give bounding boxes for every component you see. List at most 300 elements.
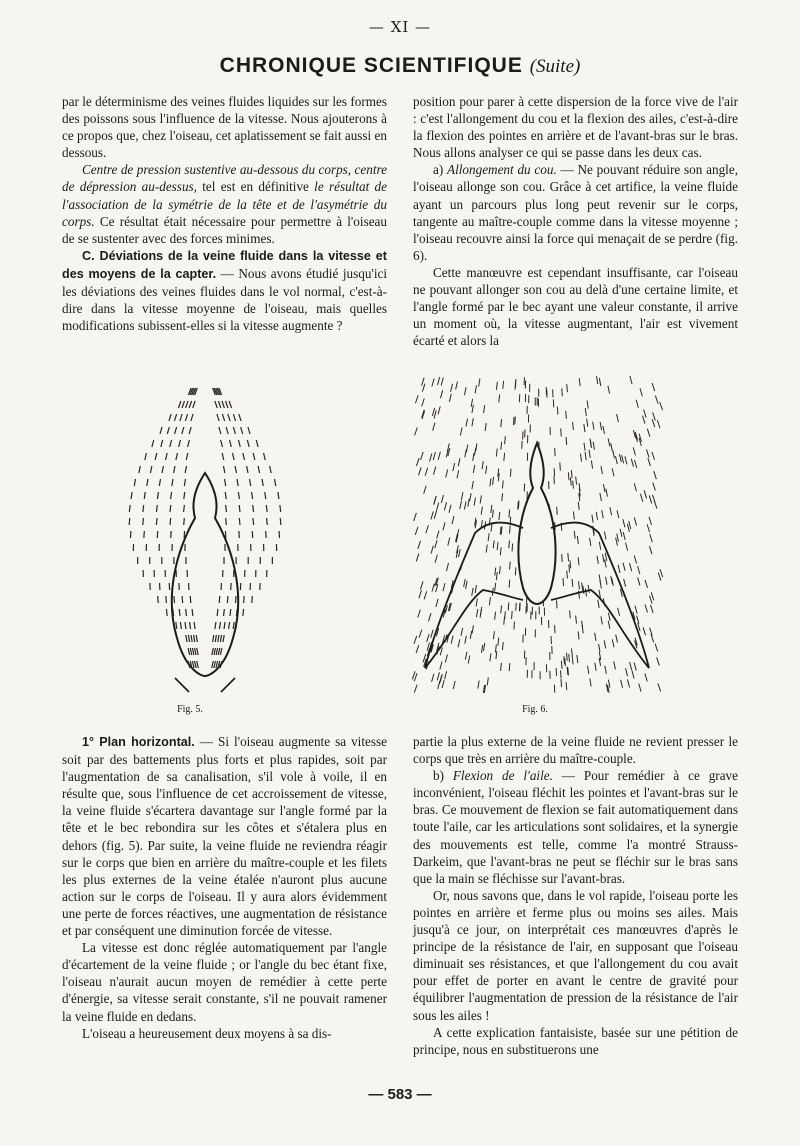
paragraph: partie la plus externe de la veine fluide ne revient presser le corps que très en arrière du maître-couple. [413, 734, 738, 767]
streamline-dash [562, 554, 563, 562]
paragraph: L'oiseau a heureusement deux moyens à sa dis- [82, 1025, 332, 1041]
streamline-dash [489, 597, 490, 605]
streamline-dash [436, 503, 438, 511]
streamline-dash [226, 427, 228, 434]
streamline-dash [466, 419, 468, 427]
streamline-dash [600, 493, 601, 501]
streamline-dash [583, 586, 584, 594]
streamline-dash [443, 522, 445, 530]
streamline-dash [573, 422, 574, 430]
streamline-dash [597, 556, 598, 564]
streamline-dash [591, 461, 592, 469]
streamline-dash [238, 492, 239, 499]
streamline-dash [629, 521, 631, 529]
streamline-dash [196, 635, 197, 642]
streamline-dash [505, 436, 506, 444]
streamline-dash [159, 479, 160, 486]
streamline-dash [496, 382, 497, 390]
streamline-dash [472, 481, 473, 489]
streamline-dash [606, 577, 608, 585]
streamline-dash [603, 484, 605, 492]
streamline-dash [172, 479, 173, 486]
streamline-dash [592, 515, 593, 523]
streamline-dash [604, 640, 606, 648]
paragraph: par le déterminisme des veines fluides liquides sur les formes des poissons sous l'influence de la vitesse. Nous ajouterons à ce propos que, chez l'oiseau, cet aplatissement se fait aussi en dessous. [62, 94, 387, 161]
streamline-dash [433, 452, 435, 460]
streamline-dash [588, 666, 589, 674]
streamline-dash [152, 440, 154, 447]
streamline-dash [188, 661, 190, 668]
streamline-dash [166, 609, 167, 616]
streamline-dash [502, 493, 503, 501]
figure-5-caption: Fig. 5. [177, 704, 203, 715]
streamline-dash [422, 384, 425, 392]
streamline-dash [426, 525, 428, 533]
streamline-dash [491, 505, 492, 513]
streamline-dash [451, 636, 453, 644]
streamline-dash [134, 479, 135, 486]
paragraph: A cette explication fantaisiste, basée sur une pétition de principe, nous en substituerons une [413, 1024, 738, 1057]
streamline-dash [616, 538, 618, 546]
streamline-dash [566, 411, 567, 419]
streamline-dash [184, 518, 185, 525]
streamline-dash [613, 450, 615, 458]
streamline-dash [431, 630, 433, 638]
streamline-dash [561, 670, 562, 678]
figure-5-drawing [115, 378, 295, 698]
streamline-dash [645, 605, 647, 613]
streamline-dash [577, 655, 578, 663]
streamline-dash [640, 494, 642, 502]
streamline-dash [625, 456, 627, 464]
streamline-dash [415, 427, 418, 435]
streamline-dash [440, 661, 442, 669]
streamline-dash [194, 635, 195, 642]
streamline-dash [567, 571, 568, 579]
streamline-dash [593, 422, 594, 430]
streamline-dash [161, 440, 163, 447]
streamline-dash [223, 635, 224, 642]
streamline-dash [654, 501, 657, 509]
streamline-dash [635, 460, 637, 468]
streamline-dash [568, 472, 569, 480]
streamline-dash [193, 401, 195, 408]
streamline-dash [573, 511, 574, 519]
streamline-dash [180, 414, 182, 421]
streamline-dash [185, 466, 186, 473]
streamline-dash [451, 384, 453, 392]
streamline-dash [416, 554, 419, 562]
streamline-dash [509, 580, 510, 588]
streamline-dash [267, 518, 268, 525]
streamline-dash [643, 416, 645, 424]
streamline-dash [414, 673, 417, 681]
streamline-dash [217, 609, 218, 616]
streamline-dash [561, 679, 562, 687]
streamline-dash [600, 422, 601, 430]
streamline-dash [587, 401, 588, 409]
streamline-dash [645, 673, 647, 681]
streamline-dash [437, 531, 439, 539]
streamline-dash [243, 609, 244, 616]
streamline-dash [608, 680, 610, 688]
streamline-dash [464, 579, 466, 587]
streamline-dash [162, 466, 163, 473]
streamline-dash [170, 505, 171, 512]
streamline-dash [571, 470, 572, 478]
streamline-dash [230, 440, 232, 447]
streamline-dash [627, 524, 629, 532]
paragraph: Or, nous savons que, dans le vol rapide, l'oiseau porte les pointes en arrière et ferme plus ou moins ses ailes. Mais jusqu'à ce jour, on interprétait ces manœuvres d'après le principe de la résistance de l'air, en supposant que l'oiseau diminuait ses résistances, et que l'allongement du cou avait pour effet de porter en avant le centre de gravité pour équilibrer l'augmentation de pression de la résistance de l'air sous les ailes ! [413, 887, 738, 1023]
streamline-dash [499, 566, 500, 574]
streamline-dash [604, 531, 606, 539]
streamline-dash [495, 612, 496, 620]
streamline-dash [630, 563, 632, 571]
streamline-dash [470, 631, 471, 639]
streamline-dash [222, 453, 224, 460]
streamline-dash [219, 427, 221, 434]
streamline-dash [652, 452, 655, 460]
streamline-dash [617, 534, 619, 542]
streamline-dash [496, 449, 497, 457]
streamline-dash [588, 585, 589, 593]
streamline-dash [438, 452, 440, 460]
streamline-dash [622, 455, 624, 463]
streamline-dash [599, 542, 600, 550]
streamline-dash [589, 450, 590, 458]
streamline-dash [414, 513, 417, 521]
streamline-dash [574, 531, 575, 539]
streamline-dash [617, 414, 619, 422]
streamline-dash [565, 658, 566, 666]
streamline-dash [419, 590, 422, 598]
streamline-dash [220, 648, 221, 655]
streamline-dash [129, 518, 130, 525]
streamline-dash [244, 596, 245, 603]
streamline-dash [633, 447, 635, 455]
streamline-dash [414, 636, 417, 644]
streamline-dash [476, 598, 477, 606]
streamline-dash [218, 635, 219, 642]
bird-body-outline [518, 443, 555, 604]
bottom-left-column [62, 733, 387, 1042]
streamline-dash [453, 463, 455, 471]
streamline-dash [184, 479, 185, 486]
streamline-dash [500, 547, 501, 555]
streamline-dash [441, 377, 443, 385]
streamline-dash [429, 613, 431, 621]
streamline-dash [640, 388, 642, 396]
streamline-dash [147, 479, 148, 486]
streamline-dash [433, 423, 435, 431]
streamline-dash [449, 505, 451, 513]
streamline-dash [579, 378, 580, 386]
streamline-dash [486, 466, 487, 474]
streamline-dash [174, 466, 175, 473]
streamline-dash [422, 378, 425, 386]
streamline-dash [595, 663, 596, 671]
streamline-dash [266, 505, 267, 512]
streamline-dash [429, 453, 431, 461]
streamline-dash [461, 492, 463, 500]
streamline-dash [492, 510, 493, 518]
streamline-dash [248, 427, 250, 434]
streamline-dash [605, 666, 607, 674]
streamline-dash [178, 401, 180, 408]
streamline-dash [476, 609, 477, 617]
paragraph: a) Allongement du cou. — Ne pouvant réduire son angle, l'oiseau allonge son cou. Grâce à cet artifice, la veine fluide ayant un parcours plus long peut revenir sur le corps, tangente au maître-couple comme dans la vitesse moyenne ; l'oiseau recouvre ainsi la force qui menaçait de se perdre (fig. 6). [413, 162, 738, 263]
streamline-dash [599, 644, 600, 652]
streamline-dash [570, 560, 571, 568]
streamline-dash [468, 499, 470, 507]
streamline-dash [582, 625, 583, 633]
streamline-dash [644, 409, 646, 417]
streamline-dash [578, 631, 579, 639]
streamline-dash [658, 683, 661, 691]
streamline-dash [561, 428, 562, 436]
streamline-dash [584, 443, 585, 451]
streamline-dash [216, 648, 217, 655]
streamline-dash [614, 661, 616, 669]
streamline-dash [472, 405, 473, 413]
streamline-dash [190, 648, 191, 655]
figure-6-drawing [405, 368, 670, 698]
streamline-dash [576, 477, 577, 485]
streamline-dash [567, 653, 568, 661]
streamline-dash [484, 643, 485, 651]
streamline-dash [608, 613, 610, 621]
streamline-dash [484, 405, 485, 413]
paragraph: C. Déviations de la veine fluide dans la vitesse et des moyens de la capter. — Nous avons étudié jusqu'ici les déviations des veines fluides dans le vol normal, c'est-à-dire dans la vitesse moyenne de l'oiseau, mais quelles modifications subissent-elles si la vitesse augmente ? [62, 248, 387, 334]
streamline-dash [158, 596, 159, 603]
streamline-dash [239, 414, 241, 421]
streamline-dash [216, 661, 218, 668]
streamline-dash [590, 439, 591, 447]
streamline-dash [596, 376, 597, 384]
streamline-dash [239, 518, 240, 525]
streamline-dash [446, 469, 448, 477]
streamline-dash [233, 427, 235, 434]
streamline-dash [468, 656, 470, 664]
streamline-dash [569, 564, 570, 572]
streamline-dash [626, 543, 628, 551]
streamline-dash [509, 663, 510, 671]
streamline-dash [464, 387, 466, 395]
streamline-dash [612, 468, 614, 476]
paragraph: b) Flexion de l'aile. — Pour remédier à ce grave inconvénient, l'oiseau fléchit les pointes et l'avant-bras sur le bras. Ce mouvement de flexion se fait automatiquement dans toute l'aile, car les articulations sont solidaires, et la synergie des mouvements est telle, comme l'a montré Strauss-Darkeim, que l'avant-bras ne peut se fléchir sur le bras sans que la main se fléchisse sur l'avant-bras. [413, 768, 738, 886]
streamline-dash [449, 394, 451, 402]
streamline-dash [278, 492, 279, 499]
streamline-dash [567, 384, 568, 392]
streamline-dash [431, 546, 433, 554]
streamline-dash [188, 635, 189, 642]
streamline-dash [458, 549, 460, 557]
streamline-dash [433, 467, 435, 475]
streamline-dash [226, 518, 227, 525]
streamline-dash [481, 507, 482, 515]
streamline-dash [186, 609, 187, 616]
streamline-dash [445, 671, 447, 679]
streamline-dash [184, 505, 185, 512]
streamline-dash [650, 534, 653, 542]
paragraph: position pour parer à cette dispersion de la force vive de l'air : c'est l'allongement du cou et la flexion des ailes, c'est-à-dire la flexion des pointes en arrière et de l'avant-bras sur le bras. Nous allons analyser ce qui se passe dans les deux cas. [413, 94, 738, 161]
streamline-dash [502, 480, 503, 488]
streamline-dash [470, 493, 471, 501]
streamline-dash [649, 517, 652, 525]
streamline-dash [570, 610, 571, 618]
streamline-dash [475, 585, 476, 593]
streamline-dash [645, 580, 647, 588]
streamline-dash [624, 579, 626, 587]
streamline-dash [646, 449, 648, 457]
paragraph: 1° Plan horizontal. — Si l'oiseau augmente sa vitesse soit par des battements plus forts et plus rapides, soit par l'augmentation de sa canalisation, s'il vole à voile, il en résulte que, sous l'influence de cet accroissement de vitesse, la veine fluide s'écartera davantage sur l'angle formé par la tête et le bec rebondira sur les côtes et s'étalera plus en dehors (fig. 5). Par suite, la veine fluide ne reviendra réagir sur le corps que bien en arrière du maître-couple et les filets les plus externes de la veine étalée n'auront plus aucune action sur le corps de l'oiseau. Il y aura alors évidemment une perte de forces réactives, une augmentation de résistance et par conséquent une diminution forcée de vitesse. [62, 734, 387, 939]
streamline-dash [651, 592, 654, 600]
streamline-dash [415, 395, 418, 403]
streamline-dash [610, 507, 612, 515]
streamline-dash [501, 442, 502, 450]
streamline-dash [460, 427, 462, 435]
streamline-dash [637, 616, 639, 624]
streamline-dash [224, 622, 225, 629]
streamline-dash [444, 502, 446, 510]
streamline-dash [566, 682, 567, 690]
streamline-dash [434, 497, 436, 505]
streamline-dash [253, 518, 254, 525]
streamline-dash [213, 635, 214, 642]
streamline-dash [253, 453, 255, 460]
streamline-dash [436, 599, 438, 607]
streamline-dash [568, 667, 569, 675]
streamline-dash [265, 492, 266, 499]
streamline-dash [212, 661, 214, 668]
streamline-dash [129, 505, 130, 512]
streamline-dash [598, 600, 599, 608]
streamline-dash [572, 579, 573, 587]
streamline-dash [212, 648, 213, 655]
streamline-dash [638, 566, 640, 574]
streamline-dash [432, 584, 434, 592]
streamline-dash [563, 578, 564, 586]
streamline-dash [599, 574, 600, 582]
streamline-dash [657, 657, 660, 665]
streamline-dash [560, 463, 561, 471]
paragraph: La vitesse est donc réglée automatiquement par l'angle d'écartement de la veine fluide ; or l'angle du bec étant fixe, l'oiseau n'aurait aucun moyen de remédier à cette perte d'énergie, sa vitesse serait constante, s'il ne pouvait ramener la veine fluide en dedans. [62, 940, 387, 1024]
streamline-dash [230, 609, 231, 616]
streamline-dash [222, 414, 224, 421]
streamline-dash [176, 622, 177, 629]
roman-page-header: — XI — [368, 18, 432, 36]
streamline-dash [569, 654, 570, 662]
streamline-dash [493, 477, 494, 485]
streamline-dash [601, 466, 602, 474]
streamline-dash [185, 622, 186, 629]
left-wing-outline [425, 523, 523, 668]
streamline-dash [648, 458, 651, 466]
streamline-dash [275, 479, 276, 486]
streamline-dash [585, 452, 586, 460]
streamline-dash [505, 611, 506, 619]
title-text: CHRONIQUE SCIENTIFIQUE [219, 54, 523, 77]
streamline-dash [143, 505, 144, 512]
streamline-dash [424, 486, 427, 494]
streamline-dash [258, 466, 259, 473]
streamline-dash [581, 454, 582, 462]
streamline-dash [192, 648, 193, 655]
streamline-dash [603, 554, 604, 562]
streamline-dash [427, 634, 429, 642]
streamline-dash [635, 606, 637, 614]
streamline-dash [195, 648, 196, 655]
streamline-dash [652, 383, 655, 391]
streamline-dash [620, 529, 622, 537]
section-title [0, 54, 800, 78]
streamline-dash [431, 512, 433, 520]
streamline-dash [474, 448, 475, 456]
streamline-dash [608, 438, 610, 446]
streamline-dash [510, 562, 511, 570]
streamline-dash [220, 635, 221, 642]
streamline-dash [179, 609, 180, 616]
streamline-dash [480, 607, 481, 615]
streamline-dash [238, 440, 240, 447]
streamline-dash [422, 398, 425, 406]
streamline-dash [602, 510, 603, 518]
streamline-dash [435, 540, 437, 548]
streamline-dash [190, 622, 191, 629]
streamline-dash [179, 440, 181, 447]
streamline-dash [623, 532, 625, 540]
streamline-dash [235, 596, 236, 603]
streamline-dash [478, 681, 479, 689]
streamline-dash [222, 401, 224, 408]
streamline-dash [229, 401, 231, 408]
streamline-dash [578, 557, 579, 565]
fig6-svg [405, 368, 670, 698]
streamline-dash [626, 668, 628, 676]
streamline-dash [513, 417, 514, 425]
streamline-dash [655, 643, 658, 651]
streamline-dash [503, 381, 504, 389]
streamline-dash [176, 453, 178, 460]
streamline-dash [647, 524, 650, 532]
streamline-dash [616, 635, 618, 643]
streamline-dash [481, 645, 482, 653]
streamline-dash [189, 427, 191, 434]
streamline-dash [612, 639, 614, 647]
streamline-dash [512, 611, 513, 619]
streamline-dash [499, 512, 500, 520]
streamline-dash [499, 394, 500, 402]
streamline-dash [568, 553, 569, 561]
streamline-dash [453, 681, 455, 689]
streamline-dash [472, 588, 473, 596]
streamline-dash [190, 596, 191, 603]
streamline-dash [639, 684, 641, 692]
streamline-dash [438, 377, 440, 385]
streamline-dash [182, 401, 184, 408]
streamline-dash [226, 505, 227, 512]
streamline-dash [188, 648, 189, 655]
streamline-dash [627, 679, 629, 687]
streamline-dash [156, 505, 157, 512]
streamline-dash [414, 685, 417, 693]
streamline-dash [509, 510, 510, 518]
streamline-dash [173, 609, 174, 616]
streamline-dash [460, 501, 462, 509]
streamline-dash [155, 453, 157, 460]
streamline-dash [219, 596, 220, 603]
streamline-dash [508, 602, 509, 610]
